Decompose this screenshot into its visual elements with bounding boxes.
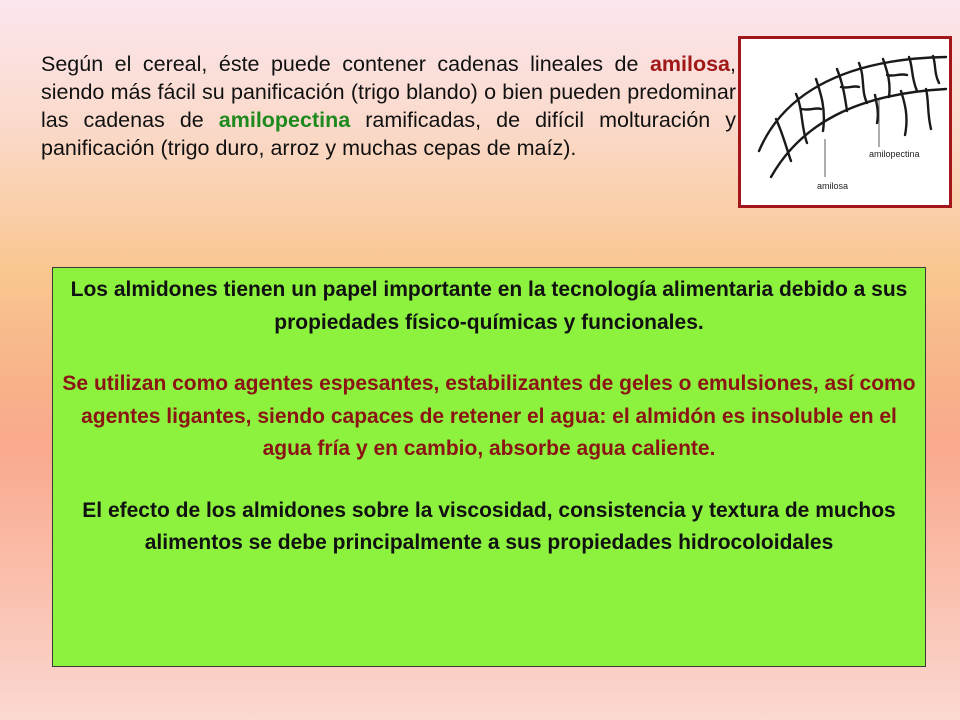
paragraph-gap: [61, 339, 917, 368]
paragraph-gap: [61, 466, 917, 495]
starch-structure-figure: [738, 36, 952, 208]
box-paragraph-2: Se utilizan como agentes espesantes, estabilizantes de geles o emulsiones, así como agentes ligantes, siendo capaces de retener el agua: el almidón es insoluble en el agua fría y en cambio, absorbe agua caliente.: [62, 372, 916, 460]
box-paragraph-3: El efecto de los almidones sobre la viscosidad, consistencia y textura de muchos alimentos se debe principalmente a sus propiedades hidrocoloidales: [82, 498, 896, 554]
starch-info-box: [52, 267, 926, 667]
intro-text-3: ramificadas, de difícil molturación y panificación (trigo duro, arroz y muchas cepas de maíz).: [41, 108, 737, 160]
amilopectina-term: amilopectina: [218, 108, 351, 132]
intro-text-2: , siendo más fácil su panificación (trigo blando) o bien pueden predominar las cadenas de: [41, 52, 736, 132]
intro-paragraph: [41, 50, 736, 162]
amilosa-term: amilosa: [649, 52, 731, 76]
label-amilopectina: amilopectina: [869, 149, 920, 159]
branched-chain-diagram: [741, 39, 949, 205]
intro-text-1: Según el cereal, éste puede contener cadenas lineales de: [41, 52, 650, 76]
label-amilosa: amilosa: [817, 181, 849, 191]
box-paragraph-1: Los almidones tienen un papel importante en la tecnología alimentaria debido a sus propiedades físico-químicas y funcionales.: [70, 278, 908, 334]
